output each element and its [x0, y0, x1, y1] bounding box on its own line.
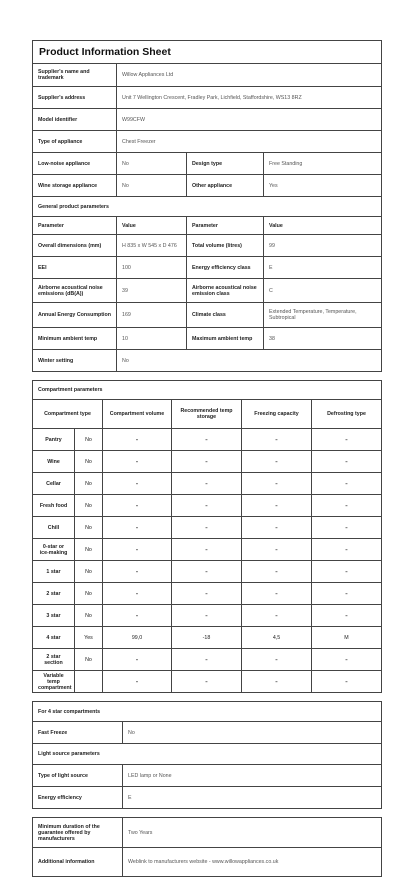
- general-parameters-heading: General product parameters: [33, 197, 382, 217]
- compartment-volume: -: [103, 429, 172, 451]
- compartment-volume: -: [103, 495, 172, 517]
- compartment-present: No: [75, 649, 103, 671]
- supplier-name-value: Willow Appliances Ltd: [117, 64, 382, 87]
- compartment-name: 3 star: [33, 605, 75, 627]
- compartment-volume: -: [103, 671, 172, 693]
- compartment-row: [33, 539, 382, 561]
- total-volume-value: 99: [264, 235, 382, 257]
- compartment-capacity: -: [242, 671, 312, 693]
- annual-consumption-value: 169: [117, 303, 187, 328]
- parameter-header: Parameter: [33, 217, 117, 235]
- compartment-defrost: -: [312, 561, 382, 583]
- compartment-table: [32, 380, 382, 693]
- climate-class-value: Extended Temperature, Temperature, Subtropical: [264, 303, 382, 328]
- compartment-temp: -: [172, 649, 242, 671]
- compartment-row: [33, 517, 382, 539]
- compartment-defrost: -: [312, 539, 382, 561]
- eei-label: EEI: [33, 257, 117, 279]
- other-appliance-label: Other appliance: [187, 175, 264, 197]
- compartment-name: Fresh food: [33, 495, 75, 517]
- compartment-row: [33, 473, 382, 495]
- other-appliance-value: Yes: [264, 175, 382, 197]
- noise-emission-value: 39: [117, 279, 187, 303]
- compartment-present: No: [75, 451, 103, 473]
- model-identifier-value: W99CFW: [117, 109, 382, 131]
- compartment-name: Variable temp compartment: [33, 671, 75, 693]
- compartment-volume: -: [103, 561, 172, 583]
- compartment-present: No: [75, 429, 103, 451]
- compartment-capacity: -: [242, 473, 312, 495]
- noise-emission-label: Airborne acoustical noise emissions (dB(A)): [33, 279, 117, 303]
- design-type-label: Design type: [187, 153, 264, 175]
- product-information-sheet: [32, 40, 381, 877]
- compartment-defrost: -: [312, 473, 382, 495]
- light-type-label: Type of light source: [33, 765, 123, 787]
- compartment-name: 2 star section: [33, 649, 75, 671]
- page-title: Product Information Sheet: [33, 41, 382, 64]
- compartment-temp: -: [172, 495, 242, 517]
- climate-class-label: Climate class: [187, 303, 264, 328]
- min-ambient-value: 10: [117, 328, 187, 350]
- compartment-parameters-heading: Compartment parameters: [33, 381, 382, 400]
- compartment-present: No: [75, 539, 103, 561]
- light-type-value: LED lamp or None: [123, 765, 382, 787]
- compartment-name: Chill: [33, 517, 75, 539]
- compartment-defrost: -: [312, 671, 382, 693]
- compartment-defrost: -: [312, 429, 382, 451]
- design-type-value: Free Standing: [264, 153, 382, 175]
- compartment-name: Cellar: [33, 473, 75, 495]
- total-volume-label: Total volume (litres): [187, 235, 264, 257]
- supplier-address-label: Supplier's address: [33, 87, 117, 109]
- fast-freeze-value: No: [123, 722, 382, 744]
- compartment-capacity: -: [242, 561, 312, 583]
- four-star-heading: For 4 star compartments: [33, 702, 382, 722]
- energy-class-value: E: [264, 257, 382, 279]
- compartment-defrost: -: [312, 605, 382, 627]
- compartment-name: 0-star or ice-making: [33, 539, 75, 561]
- compartment-capacity: -: [242, 649, 312, 671]
- appliance-type-value: Chest Freezer: [117, 131, 382, 153]
- energy-class-label: Energy efficiency class: [187, 257, 264, 279]
- compartment-defrost: M: [312, 627, 382, 649]
- parameter-header-2: Parameter: [187, 217, 264, 235]
- compartment-present: No: [75, 561, 103, 583]
- compartment-temp: -: [172, 561, 242, 583]
- compartment-row: [33, 627, 382, 649]
- compartment-present: [75, 671, 103, 693]
- compartment-present: No: [75, 473, 103, 495]
- compartment-present: No: [75, 517, 103, 539]
- compartment-volume: -: [103, 605, 172, 627]
- four-star-table: [32, 701, 382, 809]
- compartment-name: 1 star: [33, 561, 75, 583]
- max-ambient-label: Maximum ambient temp: [187, 328, 264, 350]
- compartment-capacity: -: [242, 539, 312, 561]
- value-header-2: Value: [264, 217, 382, 235]
- compartment-defrost: -: [312, 583, 382, 605]
- additional-info-value: Weblink to manufacturers website - www.willowappliances.co.uk: [123, 848, 382, 877]
- wine-storage-value: No: [117, 175, 187, 197]
- freezing-capacity-header: Freezing capacity: [242, 400, 312, 429]
- compartment-defrost: -: [312, 451, 382, 473]
- compartment-row: [33, 605, 382, 627]
- compartment-volume: 99,0: [103, 627, 172, 649]
- compartment-type-header: Compartment type: [33, 400, 103, 429]
- dimensions-label: Overall dimensions (mm): [33, 235, 117, 257]
- compartment-defrost: -: [312, 517, 382, 539]
- compartment-present: No: [75, 605, 103, 627]
- compartment-present: No: [75, 583, 103, 605]
- compartment-volume: -: [103, 539, 172, 561]
- compartment-temp: -: [172, 429, 242, 451]
- annual-consumption-label: Annual Energy Consumption: [33, 303, 117, 328]
- compartment-capacity: -: [242, 495, 312, 517]
- compartment-row: [33, 495, 382, 517]
- guarantee-duration-value: Two Years: [123, 818, 382, 848]
- compartment-temp: -: [172, 473, 242, 495]
- compartment-capacity: 4,5: [242, 627, 312, 649]
- compartment-row: [33, 649, 382, 671]
- compartment-temp: -: [172, 583, 242, 605]
- compartment-temp: -: [172, 539, 242, 561]
- compartment-volume-header: Compartment volume: [103, 400, 172, 429]
- compartment-capacity: -: [242, 583, 312, 605]
- low-noise-value: No: [117, 153, 187, 175]
- compartment-temp: -: [172, 451, 242, 473]
- noise-class-label: Airborne acoustical noise emission class: [187, 279, 264, 303]
- compartment-name: 2 star: [33, 583, 75, 605]
- dimensions-value: H 835 x W 545 x D 476: [117, 235, 187, 257]
- compartment-row: [33, 671, 382, 693]
- wine-storage-label: Wine storage appliance: [33, 175, 117, 197]
- compartment-temp: -18: [172, 627, 242, 649]
- compartment-capacity: -: [242, 605, 312, 627]
- low-noise-label: Low-noise appliance: [33, 153, 117, 175]
- compartment-row: [33, 451, 382, 473]
- compartment-volume: -: [103, 583, 172, 605]
- compartment-name: 4 star: [33, 627, 75, 649]
- compartment-volume: -: [103, 451, 172, 473]
- max-ambient-value: 38: [264, 328, 382, 350]
- supplier-name-label: Supplier's name and trademark: [33, 64, 117, 87]
- header-table: [32, 40, 382, 372]
- light-efficiency-label: Energy efficiency: [33, 787, 123, 809]
- compartment-volume: -: [103, 517, 172, 539]
- compartment-row: [33, 561, 382, 583]
- compartment-defrost: -: [312, 649, 382, 671]
- compartment-capacity: -: [242, 451, 312, 473]
- light-source-heading: Light source parameters: [33, 744, 382, 765]
- compartment-temp: -: [172, 605, 242, 627]
- compartment-temp: -: [172, 517, 242, 539]
- noise-class-value: C: [264, 279, 382, 303]
- compartment-capacity: -: [242, 429, 312, 451]
- compartment-name: Wine: [33, 451, 75, 473]
- compartment-present: No: [75, 495, 103, 517]
- recommended-temp-header: Recommended temp storage: [172, 400, 242, 429]
- compartment-capacity: -: [242, 517, 312, 539]
- compartment-name: Pantry: [33, 429, 75, 451]
- compartment-volume: -: [103, 473, 172, 495]
- compartment-row: [33, 583, 382, 605]
- defrosting-type-header: Defrosting type: [312, 400, 382, 429]
- appliance-type-label: Type of appliance: [33, 131, 117, 153]
- compartment-volume: -: [103, 649, 172, 671]
- guarantee-duration-label: Minimum duration of the guarantee offered by manufacturers: [33, 818, 123, 848]
- value-header: Value: [117, 217, 187, 235]
- light-efficiency-value: E: [123, 787, 382, 809]
- model-identifier-label: Model identifier: [33, 109, 117, 131]
- compartment-defrost: -: [312, 495, 382, 517]
- compartment-present: Yes: [75, 627, 103, 649]
- winter-setting-value: No: [117, 350, 382, 372]
- supplier-address-value: Unit 7 Wellington Crescent, Fradley Park, Lichfield, Staffordshire, WS13 8RZ: [117, 87, 382, 109]
- min-ambient-label: Minimum ambient temp: [33, 328, 117, 350]
- compartment-temp: -: [172, 671, 242, 693]
- eei-value: 100: [117, 257, 187, 279]
- fast-freeze-label: Fast Freeze: [33, 722, 123, 744]
- guarantee-table: [32, 817, 382, 877]
- compartment-row: [33, 429, 382, 451]
- winter-setting-label: Winter setting: [33, 350, 117, 372]
- additional-info-label: Additional information: [33, 848, 123, 877]
